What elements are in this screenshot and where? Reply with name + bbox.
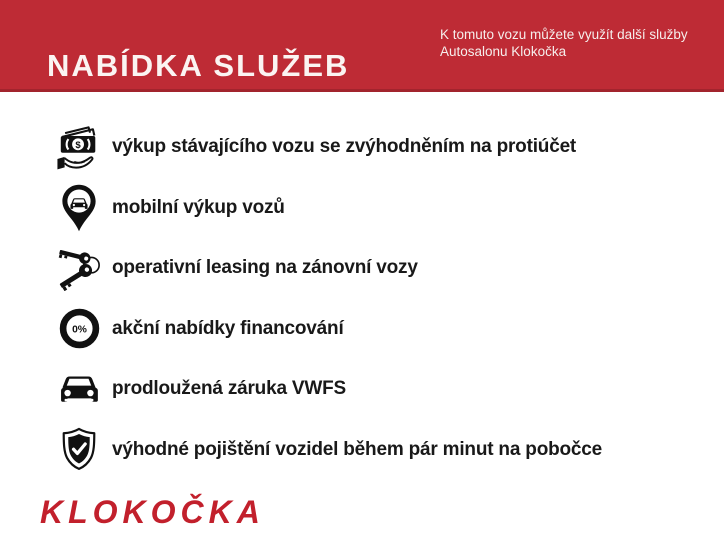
service-label: operativní leasing na zánovní vozy [112,257,418,279]
banner-subtitle-line1: K tomuto vozu můžete využít další služby [440,27,688,42]
service-item-insurance [0,420,724,481]
cash-in-hand-icon [55,119,103,175]
zero-percent-badge: 0% [71,324,87,336]
car-keys-icon [55,240,103,296]
dollar-symbol: $ [75,140,81,152]
service-label: prodloužená záruka VWFS [112,378,346,400]
service-label: mobilní výkup vozů [112,196,285,218]
klokocka-logo: KLOKOČKA [40,494,265,530]
service-item-buyback [0,117,724,178]
shield-check-icon [55,422,103,478]
service-item-leasing [0,238,724,299]
banner-subtitle [440,26,688,60]
services-list [0,117,724,480]
page-title: NABÍDKA SLUŽEB [47,47,350,83]
service-item-financing [0,299,724,360]
car-icon [55,361,103,417]
banner-subtitle-line2: Autosalonu Klokočka [440,44,567,59]
service-item-warranty [0,359,724,420]
service-label: výhodné pojištění vozidel během pár minut na pobočce [112,438,603,460]
service-label: akční nabídky financování [112,317,344,339]
service-item-mobile-buyout [0,178,724,239]
zero-percent-icon [55,301,103,357]
map-pin-car-icon [55,180,103,236]
service-label: výkup stávajícího vozu se zvýhodněním na protiúčet [112,136,577,158]
header-banner [0,0,724,92]
